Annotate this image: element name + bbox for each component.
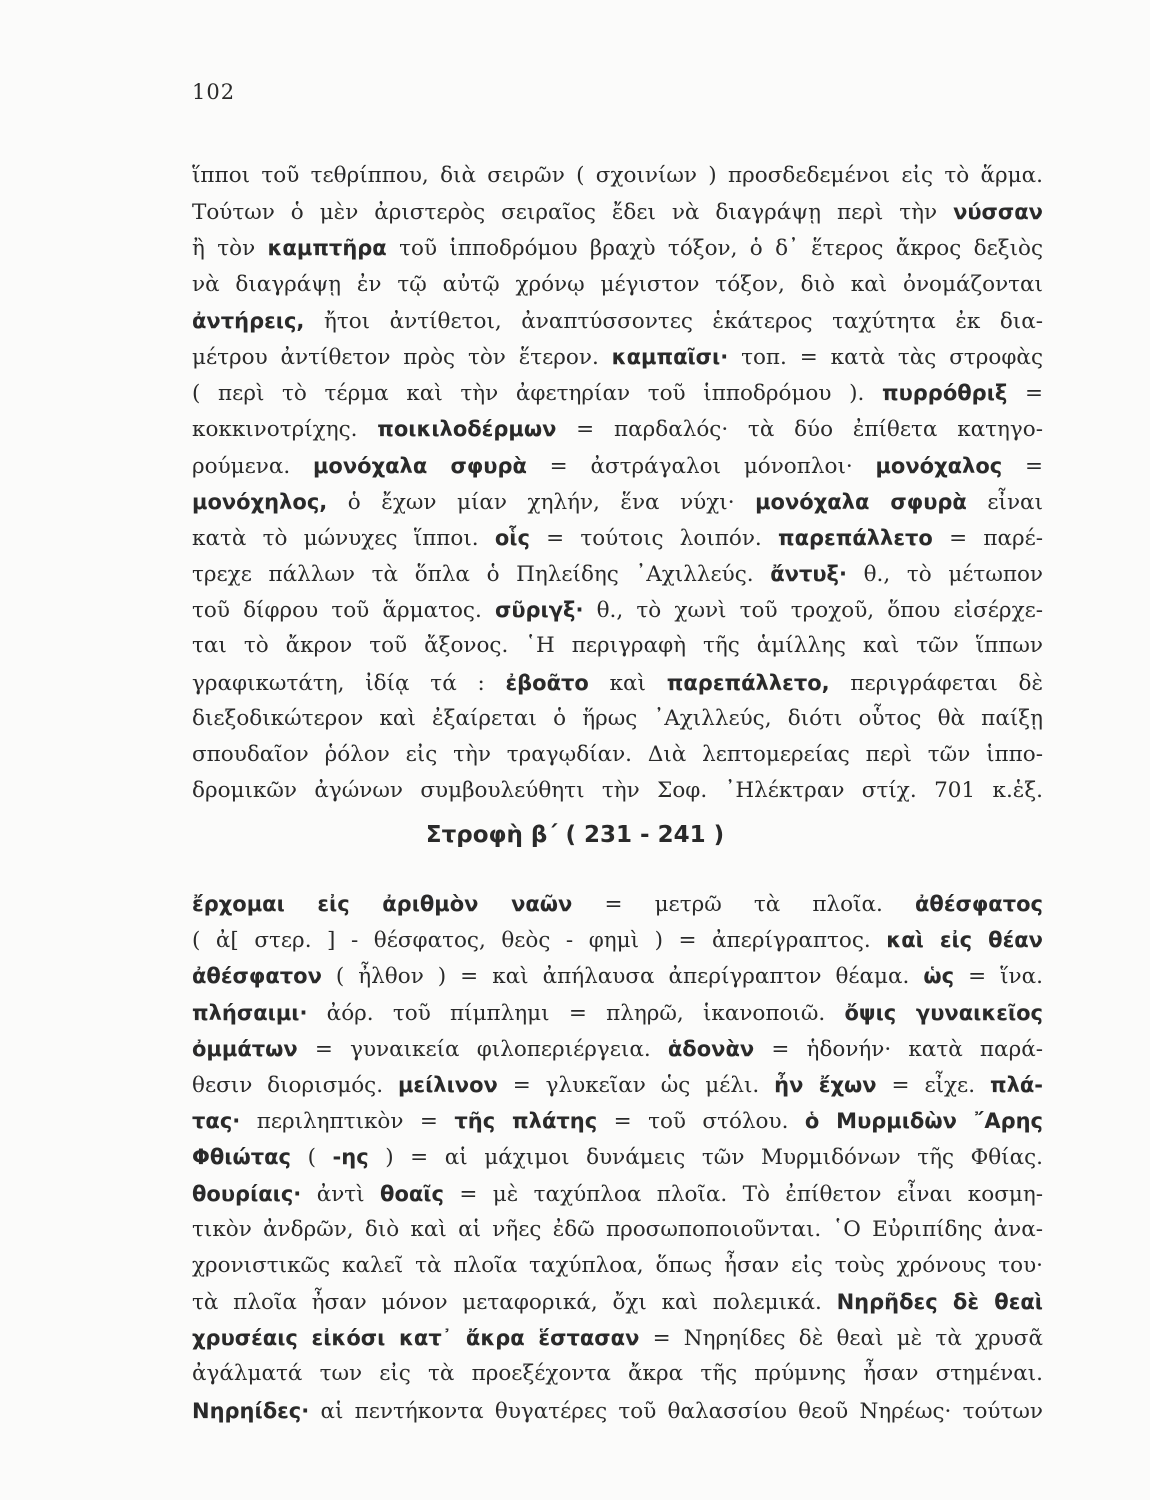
lemma-term: Νηρηίδες·: [192, 1398, 310, 1423]
text-line: [192, 230, 1043, 266]
commentary-paragraph-1: [192, 158, 1043, 809]
text-line: [192, 375, 1043, 411]
lemma-term: σῦριγξ·: [494, 598, 584, 623]
lemma-term: μονόχαλα σφυρὰ: [755, 489, 967, 514]
gloss-text: ( περὶ τὸ τέρμα καὶ τὴν ἀφετηρίαν τοῦ ἱπποδρόμου ).: [192, 381, 882, 407]
gloss-text: δρομικῶν ἀγώνων συμβουλεύθητι τὴν Σοφ. ᾽Ηλέκτραν στίχ. 701 κ.ἑξ.: [192, 778, 1043, 804]
lemma-term: ὡς: [923, 964, 955, 989]
gloss-text: ἀγάλματά των εἰς τὰ προεξέχοντα ἄκρα τῆς πρύμνης ἦσαν στημέναι.: [192, 1361, 1043, 1387]
gloss-text: =: [1002, 453, 1043, 479]
lemma-term: ὁ Μυρμιδὼν ῎Αρης: [804, 1109, 1044, 1134]
lemma-term: παρεπάλλετο: [777, 525, 933, 550]
lemma-term: οἷς: [494, 525, 530, 550]
gloss-text: = παρέ-: [932, 525, 1044, 551]
gloss-text: ) = αἱ μάχιμοι δυνάμεις τῶν Μυρμιδόνων τῆς Φθίας.: [368, 1145, 1043, 1171]
lemma-term: ἁδονὰν: [667, 1036, 755, 1061]
gloss-text: (: [291, 1145, 333, 1171]
text-line: [192, 1356, 1043, 1392]
text-line: [192, 922, 1043, 958]
lemma-term: ὀμμάτων: [192, 1036, 298, 1061]
text-line: [192, 886, 1043, 922]
lemma-term: μείλινον: [397, 1072, 498, 1097]
gloss-text: = γυναικεία φιλοπεριέργεια.: [297, 1036, 668, 1062]
lemma-term: ἦν ἔχων: [774, 1072, 877, 1097]
gloss-text: τρεχε πάλλων τὰ ὅπλα ὁ Πηλείδης ᾽Αχιλλεύς.: [192, 562, 771, 588]
gloss-text: ται τὸ ἄκρον τοῦ ἄξονος. ῾Η περιγραφὴ τῆς ἁμίλλης καὶ τῶν ἵππων: [192, 633, 1043, 659]
lemma-term: Φθιώτας: [192, 1145, 291, 1170]
lemma-term: Νηρῆδες δὲ θεαὶ: [836, 1290, 1043, 1315]
lemma-term: -ης: [332, 1145, 369, 1170]
page-number: 102: [192, 80, 236, 104]
gloss-text: νὰ διαγράψῃ ἐν τῷ αὐτῷ χρόνῳ μέγιστον τόξον, διὸ καὶ ὀνομάζονται: [192, 271, 1043, 297]
lemma-term: θουρίαις·: [192, 1181, 302, 1206]
gloss-text: τοῦ ἱπποδρόμου βραχὺ τόξον, ὁ δ᾽ ἕτερος ἄκρος δεξιὸς: [386, 236, 1043, 262]
lemma-term: ὄψις γυναικεῖος: [844, 1000, 1043, 1025]
lemma-term: ἀντήρεις,: [192, 308, 305, 333]
gloss-text: ( ἦλθον ) = καὶ ἀπήλαυσα ἀπερίγραπτον θέαμα.: [321, 964, 924, 990]
text-line: [192, 339, 1043, 375]
gloss-text: σπουδαῖον ῥόλον εἰς τὴν τραγῳδίαν. Διὰ λεπτομερείας περὶ τῶν ἱππο-: [192, 742, 1043, 767]
gloss-text: καὶ: [588, 670, 667, 696]
text-line: [192, 1284, 1043, 1320]
text-line: [192, 958, 1043, 994]
gloss-text: εἶναι: [966, 489, 1043, 515]
gloss-text: ἤτοι ἀντίθετοι, ἀναπτύσσοντες ἑκάτερος ταχύτητα ἐκ δια-: [304, 308, 1043, 334]
gloss-text: = μετρῶ τὰ πλοῖα.: [572, 892, 915, 917]
gloss-text: γραφικωτάτη, ἰδίᾳ τά :: [192, 670, 506, 696]
lemma-term: θοαῖς: [380, 1181, 444, 1206]
text-line: [192, 628, 1043, 664]
gloss-text: ἢ τὸν: [192, 236, 268, 262]
lemma-term: πλήσαιμι·: [192, 1000, 308, 1025]
text-line: [192, 194, 1043, 230]
gloss-text: = μὲ ταχύπλοα πλοῖα. Τὸ ἐπίθετον εἶναι κοσμη-: [443, 1181, 1043, 1207]
text-line: [192, 520, 1043, 556]
gloss-text: κατὰ τὸ μώνυχες ἵπποι.: [192, 525, 495, 551]
gloss-text: τοῦ δίφρου τοῦ ἅρματος.: [192, 598, 495, 624]
gloss-text: = ἡδονήν· κατὰ παρά-: [754, 1036, 1043, 1062]
commentary-paragraph-2: [192, 886, 1043, 1429]
gloss-text: θ., τὸ χωνὶ τοῦ τροχοῦ, ὅπου εἰσέρχε-: [583, 598, 1043, 624]
gloss-text: τοπ. = κατὰ τὰς στροφὰς: [728, 344, 1043, 370]
lemma-term: μονόχαλα σφυρὰ: [312, 453, 527, 478]
lemma-term: μονόχηλος,: [192, 489, 328, 514]
text-line: [192, 1176, 1043, 1212]
gloss-text: αἱ πεντήκοντα θυγατέρες τοῦ θαλασσίου θεοῦ Νηρέως· τούτων: [309, 1398, 1043, 1424]
lemma-term: ἔρχομαι εἰς ἀριθμὸν ναῶν: [192, 892, 573, 916]
gloss-text: ὁ ἔχων μίαν χηλήν, ἕνα νύχι·: [327, 489, 756, 515]
text-line: [192, 995, 1043, 1031]
gloss-text: περιληπτικὸν =: [240, 1109, 455, 1135]
gloss-text: μέτρου ἀντίθετον πρὸς τὸν ἕτερον.: [192, 344, 612, 370]
gloss-text: τὰ πλοῖα ἦσαν μόνον μεταφορικά, ὄχι καὶ πολεμικά.: [192, 1290, 837, 1316]
text-line: [192, 158, 1043, 194]
lemma-term: μονόχαλος: [875, 453, 1003, 478]
text-line: [192, 267, 1043, 303]
text-line: [192, 1212, 1043, 1248]
text-line: [192, 1248, 1043, 1284]
gloss-text: ἀόρ. τοῦ πίμπλημι = πληρῶ, ἱκανοποιῶ.: [307, 1000, 845, 1026]
lemma-term: παρεπάλλετο,: [666, 670, 830, 695]
lemma-term: πυρρόθριξ: [881, 381, 1008, 406]
lemma-term: καμπτῆρα: [267, 236, 387, 261]
gloss-text: θ., τὸ μέτωπον: [846, 562, 1043, 588]
text-line: [192, 701, 1043, 737]
gloss-text: = εἶχε.: [876, 1072, 990, 1098]
text-line: [192, 1031, 1043, 1067]
lemma-term: νύσσαν: [953, 200, 1043, 225]
text-line: [192, 448, 1043, 484]
lemma-term: ἀθέσφατος: [914, 892, 1043, 916]
gloss-text: διεξοδικώτερον καὶ ἐξαίρεται ὁ ἥρως ᾽Αχιλλεύς, διότι οὗτος θὰ παίξῃ: [192, 705, 1043, 731]
lemma-term: τῆς πλάτης: [454, 1109, 598, 1134]
lemma-term: ἄντυξ·: [770, 562, 847, 587]
lemma-term: χρυσέαις εἰκόσι κατ᾽ ἄκρα ἕστασαν: [192, 1326, 640, 1351]
text-line: [192, 665, 1043, 701]
gloss-text: =: [1007, 381, 1043, 407]
gloss-text: κοκκινοτρίχης.: [192, 417, 378, 443]
gloss-text: = ἵνα.: [954, 964, 1043, 990]
gloss-text: = τοῦ στόλου.: [597, 1109, 805, 1135]
lemma-term: ἐβοᾶτο: [505, 670, 589, 695]
text-line: [192, 303, 1043, 339]
text-line: [192, 773, 1043, 809]
gloss-text: = γλυκεῖαν ὡς μέλι.: [497, 1072, 775, 1098]
text-line: [192, 411, 1043, 447]
gloss-text: ρούμενα.: [192, 453, 313, 479]
text-line: [192, 592, 1043, 628]
gloss-text: ἵπποι τοῦ τεθρίππου, διὰ σειρῶν ( σχοινίων ) προσδεδεμένοι εἰς τὸ ἅρμα.: [192, 163, 1043, 188]
text-line: [192, 1103, 1043, 1139]
text-line: [192, 484, 1043, 520]
lemma-term: ποικιλοδέρμων: [377, 417, 557, 442]
section-heading: Στροφὴ β΄ ( 231 - 241 ): [425, 822, 725, 848]
lemma-term: πλά-: [989, 1072, 1044, 1097]
lemma-term: καὶ εἰς θέαν: [886, 928, 1043, 953]
gloss-text: ἀντὶ: [301, 1181, 381, 1207]
text-line: [192, 737, 1043, 773]
gloss-text: = τούτοις λοιπόν.: [529, 525, 778, 551]
text-line: [192, 556, 1043, 592]
lemma-term: ἀθέσφατον: [192, 964, 322, 989]
gloss-text: τικὸν ἀνδρῶν, διὸ καὶ αἱ νῆες ἐδῶ προσωποποιοῦνται. ῾Ο Εὐριπίδης ἀνα-: [192, 1216, 1043, 1242]
text-line: [192, 1320, 1043, 1356]
text-line: [192, 1393, 1043, 1429]
gloss-text: = ἀστράγαλοι μόνοπλοι·: [526, 453, 876, 479]
gloss-text: χρονιστικῶς καλεῖ τὰ πλοῖα ταχύπλοα, ὅπως ἦσαν εἰς τοὺς χρόνους του·: [192, 1252, 1043, 1278]
gloss-text: Τούτων ὁ μὲν ἀριστερὸς σειραῖος ἔδει νὰ διαγράψῃ περὶ τὴν: [192, 200, 954, 226]
gloss-text: περιγράφεται δὲ: [829, 670, 1043, 696]
gloss-text: ( ἀ[ στερ. ] - θέσφατος, θεὸς - φημὶ ) = ἀπερίγραπτος.: [192, 928, 887, 954]
lemma-term: τας·: [192, 1109, 241, 1134]
gloss-text: = παρδαλός· τὰ δύο ἐπίθετα κατηγο-: [556, 417, 1043, 443]
lemma-term: καμπαῖσι·: [611, 344, 729, 369]
gloss-text: θεσιν διορισμός.: [192, 1072, 398, 1098]
gloss-text: = Νηρηίδες δὲ θεαὶ μὲ τὰ χρυσᾶ: [639, 1326, 1043, 1352]
text-line: [192, 1139, 1043, 1175]
text-line: [192, 1067, 1043, 1103]
